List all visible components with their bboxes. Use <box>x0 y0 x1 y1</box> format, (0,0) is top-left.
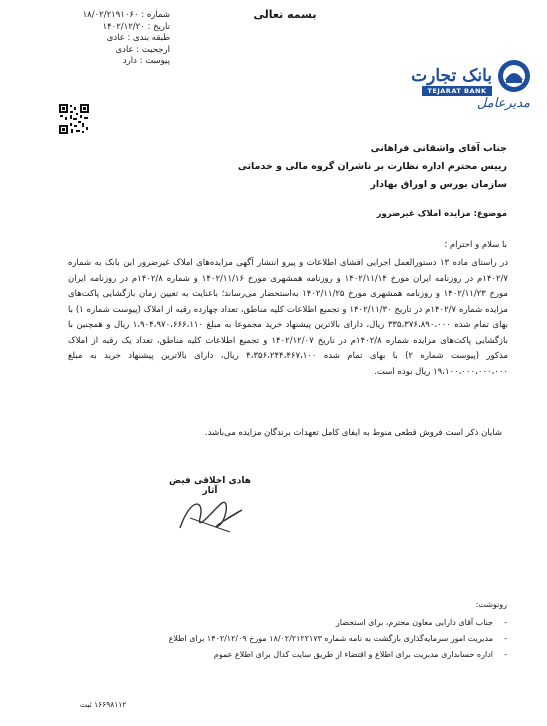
body-paragraph: در راستای ماده ۱۳ دستورالعمل اجرایی افشای اطلاعات و پیرو انتشار آگهی مزایده‌های املاک غیرضرور این بانک به شماره ۱۴۰۲/۷م در روزنامه ایران مورخ ۱۴۰۲/۱۱/۱۴ و روزنامه همشهری مورخ ۱۴۰۲/۱۱/۱۶ و شماره ۱۴۰۲/۸م در روزنامه ایران مورخ ۱۴۰۲/۱۱/۲۳ و روزنامه همشهری مورخ ۱۴۰۲/۱۱/۲۵ به‌استحضار می‌رساند؛ باعنایت به تعیین زمان بازگشایی پاکت‌های مزایده شماره ۱۴۰۲/۷م در تاریخ ۱۴۰۲/۱۱/۳۰ و تجمیع اطلاعات کلیه مناطق، تعداد چهارده رقبه از املاک (پیوست شماره ۱) با بهای تمام شده ۳۳۵،۳۷۶،۸۹۰،۰۰۰ ریال، دارای بالاترین پیشنهاد خرید مجموعا به مبلغ ۱،۹۰۴،۹۷۰،۶۶۶،۱۱۰ ریال و همچنین با بازگشایی پاکت‌های مزایده شماره ۱۴۰۲/۸م در تاریخ ۱۴۰۲/۱۲/۰۷ و تجمیع اطلاعات کلیه مناطق، تعداد یک رقبه از املاک مذکور (پیوست شماره ۲) با بهای تمام شده ۴،۳۵۶،۲۴۴،۴۶۷،۱۰۰ ریال، دارای بالاترین پیشنهاد خرید به مبلغ ۱۹،۱۰۰،۰۰۰،۰۰۰،۰۰۰ ریال بوده است. <box>68 258 508 377</box>
ceo-title: مدیرعامل <box>476 96 530 111</box>
recipient-organization: سازمان بورس و اوراق بهادار <box>370 179 507 190</box>
bullet: - <box>504 634 507 643</box>
basmala: بسمه تعالی <box>253 8 317 21</box>
tejarat-emblem-icon <box>496 58 532 94</box>
bank-name-english: TEJARAT BANK <box>422 86 492 96</box>
priority: ارجحیت : عادی <box>115 44 170 55</box>
bullet: - <box>504 618 507 627</box>
recipient-name: جناب آقای واشقانی فراهانی <box>370 143 507 154</box>
closing-note: شایان ذکر است فروش قطعی منوط به ایفای کامل تعهدات برندگان مزایده می‌باشد. <box>204 428 502 438</box>
recipient-block <box>67 140 507 194</box>
signer-name: هادی اخلاقی فیض آثار <box>168 476 251 496</box>
copies-title: رونوشت: <box>475 600 507 609</box>
signature-image <box>160 488 260 543</box>
copies-list <box>67 615 507 663</box>
letter-body <box>68 256 508 380</box>
list-item: - مدیریت امور سرمایه‌گذاری بازگشت به نامه شماره ۱۸/۰۲/۲۱۲۲۱۷۳ مورخ ۱۴۰۲/۱۲/۰۹ برای اطلاع <box>67 631 507 647</box>
bank-logo <box>410 54 532 126</box>
attachment: پیوست : دارد <box>122 56 170 66</box>
list-item: - جناب آقای دارایی معاون محترم، برای استحضار <box>67 615 507 631</box>
recipient-title: رییس محترم اداره نظارت بر ناشران گروه مالی و خدماتی <box>237 161 507 172</box>
letter-number: شماره : ۱۸/۰۲/۲۱۹۱۰۶۰ <box>82 10 170 20</box>
classification: طبقه بندی : عادی <box>106 33 170 43</box>
bullet: - <box>504 650 507 659</box>
letter-metadata <box>70 10 170 68</box>
qr-code-icon <box>58 103 90 135</box>
subject-line: موضوع: مزایده املاک غیرضرور <box>376 209 507 219</box>
greeting: با سلام و احترام ؛ <box>444 240 507 250</box>
bank-name: بانک تجارت <box>411 66 492 86</box>
registration-number: ۱۶۶۹۸۱۱۲ ثبت <box>80 700 127 709</box>
list-item: - اداره حسابداری مدیریت برای اطلاع و اقتضاء از طریق سایت کدال برای اطلاع عموم <box>67 647 507 663</box>
letter-date: تاریخ : ۱۴۰۲/۱۲/۲۰ <box>102 21 170 32</box>
